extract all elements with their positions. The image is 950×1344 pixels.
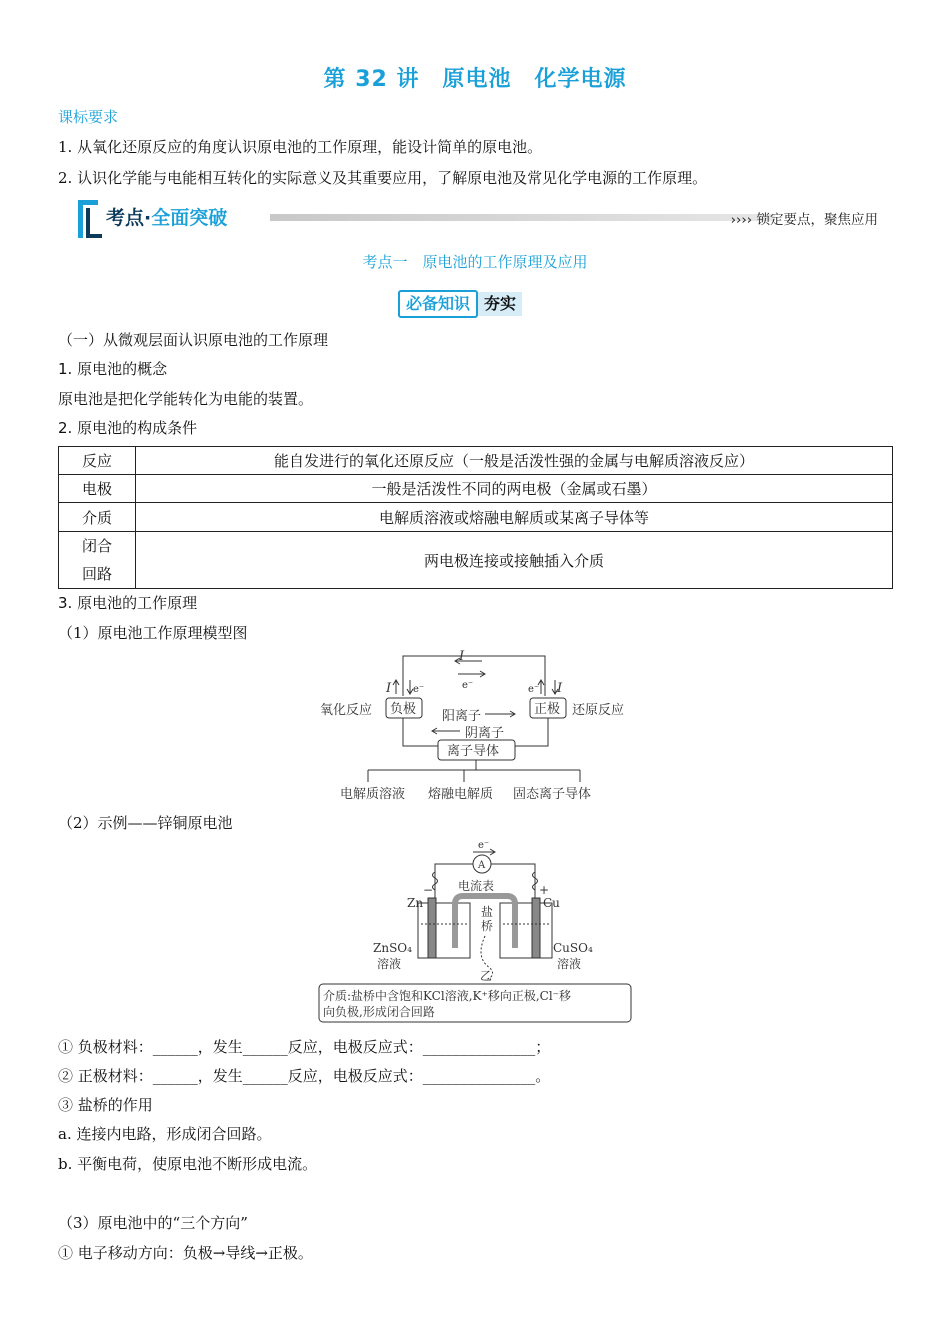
table-key-line2: 回路 <box>81 565 112 583</box>
table-row <box>59 532 893 589</box>
requirement-1: 1. 从氧化还原反应的角度认识原电池的工作原理，能设计简单的原电池。 <box>58 138 543 156</box>
table-value: 能自发进行的氧化还原反应（一般是活泼性强的金属与电解质溶液反应） <box>136 447 893 475</box>
table-key: 电极 <box>59 475 136 503</box>
banner-right-text: ›››› 锁定要点，聚焦应用 <box>730 212 878 228</box>
banner-tag-part1: 考点· <box>106 207 152 229</box>
section-heading: （一）从微观层面认识原电池的工作原理 <box>58 331 329 349</box>
page-title: 第 32 讲 原电池 化学电源 <box>323 67 627 92</box>
conditions-table <box>58 446 893 589</box>
sub3-heading: （3）原电池中的“三个方向” <box>58 1214 248 1232</box>
znso4-solution-label: 溶液 <box>377 957 402 971</box>
sub1-heading: （1）原电池工作原理模型图 <box>58 624 248 642</box>
requirements-label: 课标要求 <box>58 108 119 126</box>
note-line2: 向负极,形成闭合回路 <box>323 1005 435 1019</box>
positive-electrode-blank: ② 正极材料：______，发生______反应，电极反应式：_______________。 <box>58 1067 551 1085</box>
bridge-label: 桥 <box>481 919 494 933</box>
table-value: 一般是活泼性不同的两电极（金属或石墨） <box>136 475 893 503</box>
type-molten-electrolyte: 熔融电解质 <box>428 787 494 802</box>
table-value: 电解质溶液或熔融电解质或某离子导体等 <box>136 503 893 532</box>
label-I-left: I <box>386 681 392 696</box>
copper-label: Cu <box>543 896 560 910</box>
right-beaker <box>500 903 552 958</box>
cuso4-label: CuSO₄ <box>553 941 593 955</box>
salt-bridge-role-a: a. 连接内电路，形成闭合回路。 <box>58 1125 272 1143</box>
item1-heading: 1. 原电池的概念 <box>58 360 168 378</box>
item3-heading: 3. 原电池的工作原理 <box>58 594 198 612</box>
table-key: 反应 <box>59 447 136 475</box>
table-row <box>59 503 893 532</box>
table-row <box>59 475 893 503</box>
copper-electrode <box>532 898 540 958</box>
anion-label: 阴离子 <box>465 726 505 741</box>
salt-bridge-role-b: b. 平衡电荷，使原电池不断形成电流。 <box>58 1155 318 1173</box>
knowledge-badge-part1: 必备知识 <box>398 290 478 318</box>
salt-bridge-role: ③ 盐桥的作用 <box>58 1096 153 1114</box>
section-subtitle: 考点一 原电池的工作原理及应用 <box>362 253 588 271</box>
item1-text: 原电池是把化学能转化为电能的装置。 <box>58 390 314 408</box>
right-inner-wire <box>515 718 548 746</box>
negative-electrode-blank: ① 负极材料：______，发生______反应，电极反应式：_______________； <box>58 1038 551 1056</box>
label-e-top: e⁻ <box>462 680 474 691</box>
knowledge-badge <box>398 290 522 318</box>
negative-label: 负极 <box>390 702 417 717</box>
table-row <box>59 447 893 475</box>
right-wire <box>491 864 535 898</box>
banner-tag-part2: 全面突破 <box>151 207 228 229</box>
ammeter-label: 电流表 <box>458 879 495 893</box>
zinc-copper-cell-diagram <box>315 838 635 1028</box>
section-banner <box>78 200 878 240</box>
table-key <box>59 532 136 589</box>
knowledge-badge-part2: 夯实 <box>478 292 522 316</box>
salt-label: 盐 <box>481 905 494 919</box>
ammeter-symbol: A <box>478 860 486 871</box>
cation-label: 阳离子 <box>442 709 482 724</box>
principle-diagram <box>310 648 640 808</box>
plus-sign: + <box>539 883 550 897</box>
banner-tag <box>78 202 239 234</box>
label-I-right: I <box>557 681 563 696</box>
external-circuit-wire <box>403 656 545 696</box>
note-line1: 介质:盐桥中含饱和KCl溶液,K⁺移向正极,Cl⁻移 <box>323 989 571 1003</box>
label-e-right: e⁻ <box>528 684 540 695</box>
positive-label: 正极 <box>534 702 561 717</box>
zinc-label: Zn <box>407 896 424 910</box>
banner-bar <box>270 214 775 221</box>
type-electrolyte-solution: 电解质溶液 <box>340 787 406 802</box>
requirement-2: 2. 认识化学能与电能相互转化的实际意义及其重要应用，了解原电池及常见化学电源的工作原理。 <box>58 169 708 187</box>
znso4-label: ZnSO₄ <box>373 941 412 955</box>
type-solid-conductor: 固态离子导体 <box>513 787 592 802</box>
left-beaker <box>418 903 470 958</box>
conductor-label: 离子导体 <box>447 744 500 759</box>
item2-heading: 2. 原电池的构成条件 <box>58 419 198 437</box>
cuso4-solution-label: 溶液 <box>557 957 582 971</box>
sub2-heading: （2）示例——锌铜原电池 <box>58 814 233 832</box>
minus-sign: − <box>423 883 434 897</box>
electron-direction-line: ① 电子移动方向：负极→导线→正极。 <box>58 1244 313 1262</box>
yi-label: 乙 <box>480 969 493 983</box>
table-key: 介质 <box>59 503 136 532</box>
table-value: 两电极连接或接触插入介质 <box>136 532 893 589</box>
label-I-top: I <box>459 649 465 664</box>
oxidation-label: 氧化反应 <box>320 703 373 718</box>
reduction-label: 还原反应 <box>572 703 625 718</box>
zinc-electrode <box>428 898 436 958</box>
label-e-left: e⁻ <box>413 684 425 695</box>
table-key-line1: 闭合 <box>81 537 112 555</box>
electron-symbol: e⁻ <box>478 840 490 851</box>
